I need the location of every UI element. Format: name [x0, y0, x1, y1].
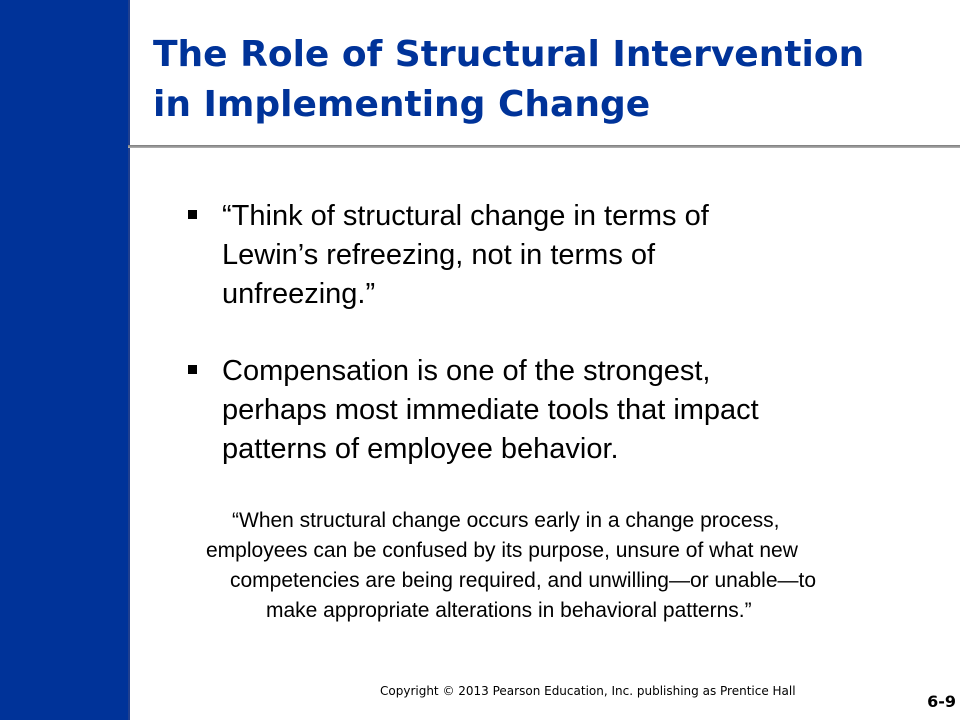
copyright-notice: Copyright © 2013 Pearson Education, Inc. publishing as Prentice Hall [380, 684, 796, 698]
bullet-item-refreezing [188, 197, 888, 314]
left-accent-bar [0, 0, 128, 720]
bullet-item-compensation [188, 352, 888, 469]
quote-line: employees can be confused by its purpose, unsure of what new [206, 539, 798, 562]
title-line: The Role of Structural Intervention [153, 34, 865, 75]
bullet-line: unfreezing.” [222, 278, 376, 310]
quote-block [170, 506, 920, 626]
slide-title [153, 30, 943, 130]
quote-line: make appropriate alterations in behavioral patterns.” [266, 599, 752, 622]
square-bullet-icon [188, 210, 197, 219]
bullet-line: patterns of employee behavior. [222, 433, 619, 465]
title-divider [128, 145, 960, 148]
bullet-line: Compensation is one of the strongest, [222, 355, 711, 387]
bullet-line: Lewin’s refreezing, not in terms of [222, 239, 656, 271]
bullet-list [188, 197, 888, 469]
quote-line: competencies are being required, and unwilling—or unable—to [230, 569, 817, 592]
title-line: in Implementing Change [153, 84, 651, 125]
quote-line: “When structural change occurs early in a change process, [232, 509, 780, 532]
slide-number: 6-9 [927, 692, 956, 711]
square-bullet-icon [188, 365, 197, 374]
accent-bar-edge [128, 0, 130, 720]
bullet-line: perhaps most immediate tools that impact [222, 394, 759, 426]
bullet-line: “Think of structural change in terms of [222, 200, 709, 232]
